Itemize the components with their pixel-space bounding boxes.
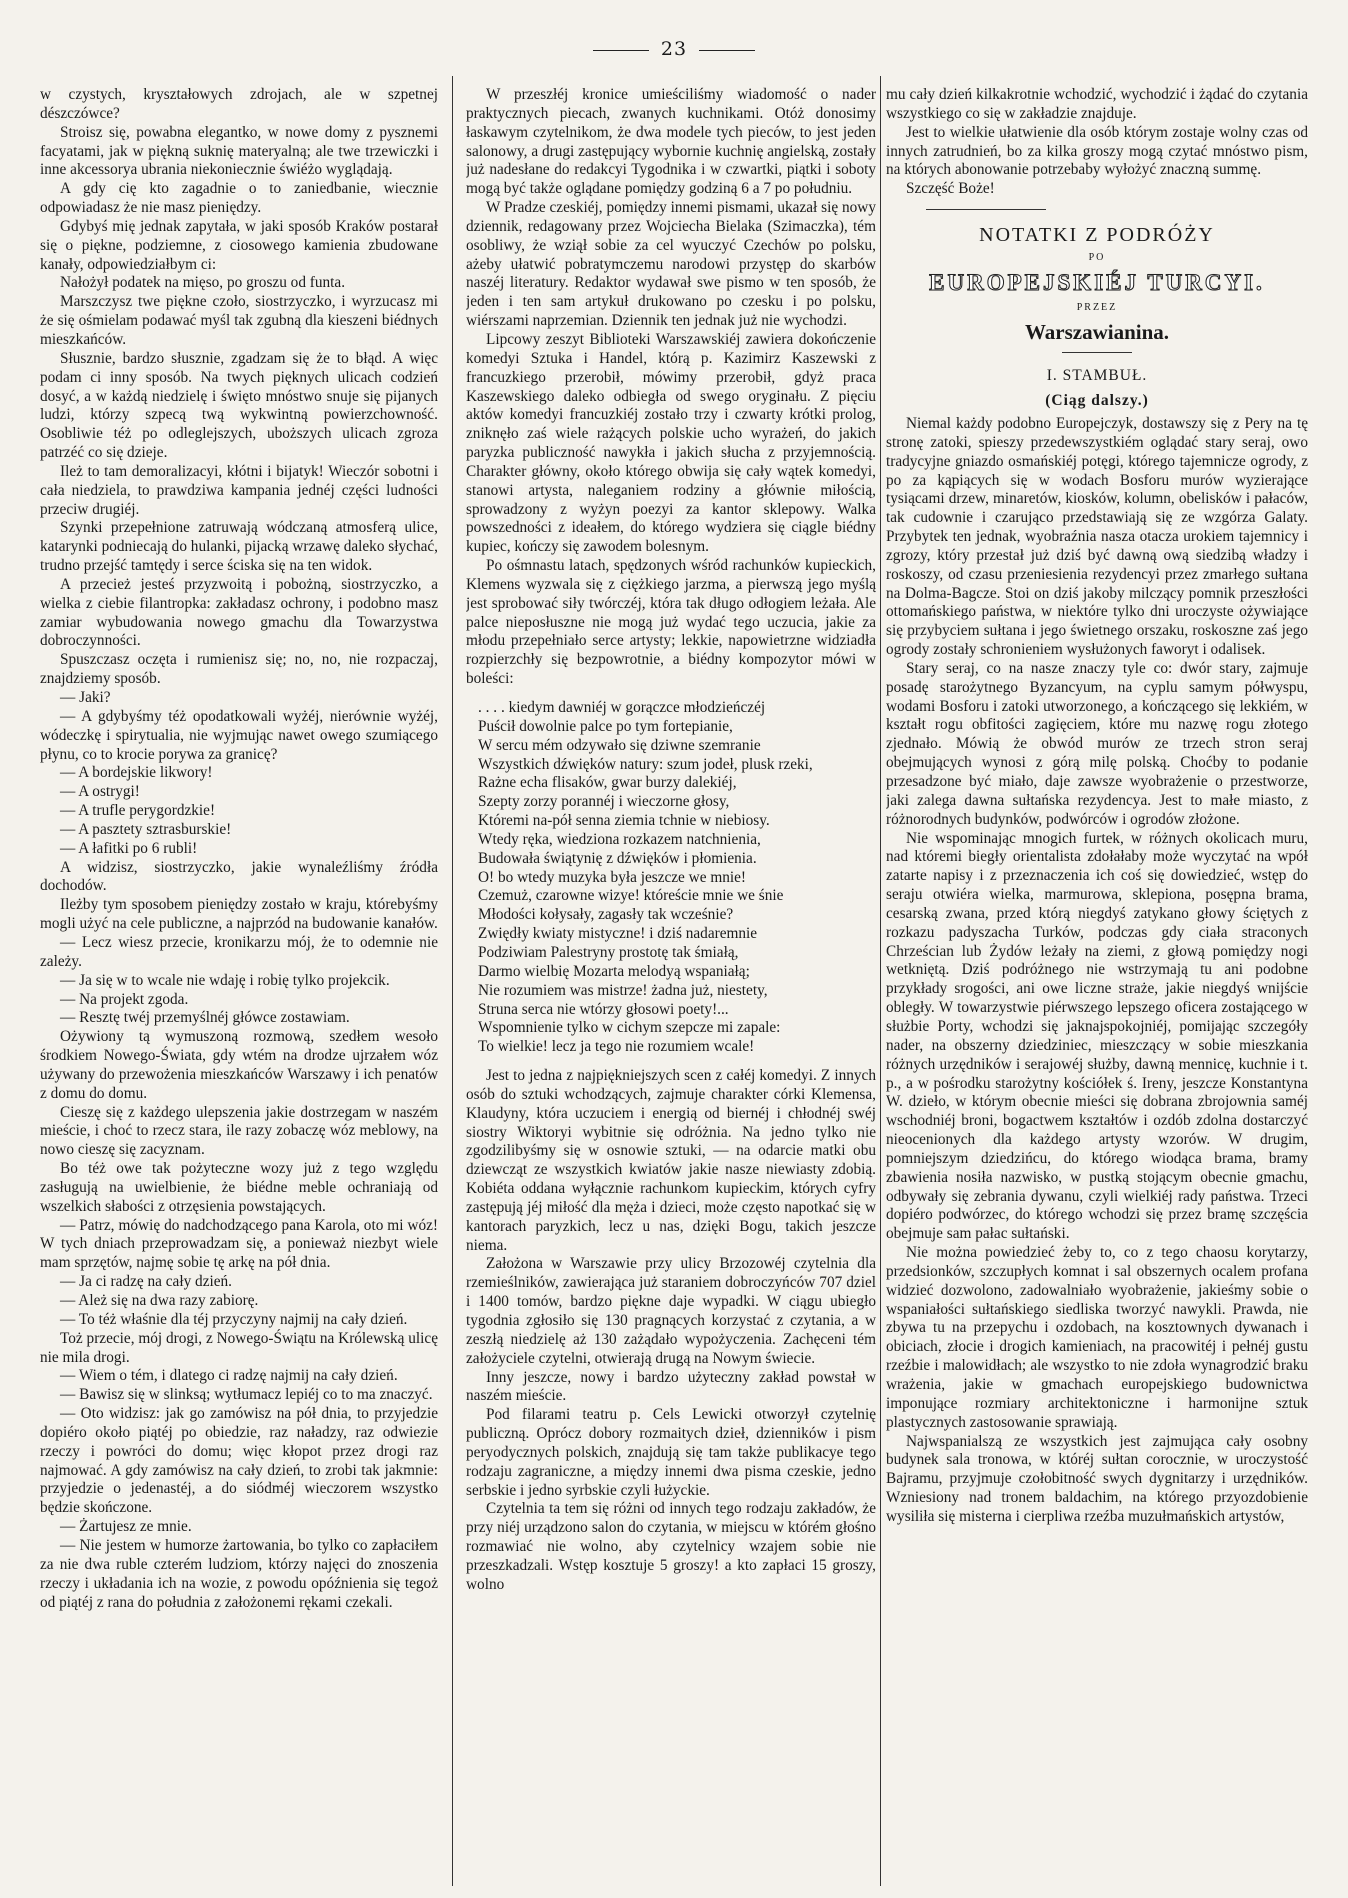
article-title: NOTATKI Z PODRÓŻY [979,224,1215,247]
continuation-note: (Ciąg dalszy.) [1045,392,1149,410]
paragraph: — Żartujesz ze mnie. [60,1518,192,1536]
paragraph: Cieszę się z każdego ulepszenia jakie dostrzegam w naszém mieście, i choć to rzecz stara, ile razy zobaczę wóz meblowy, na nowo cieszę się zacyznam. [40,1103,438,1159]
paragraph: Założona w Warszawie przy ulicy Brzozowéj czytelnia dla rzemieślników, zawierająca już staraniem dobroczyńców 707 dziel i 1400 tomów, bardzo piękne daje wypadki. W ciągu ubiegło tygodnia zgłosiło się 130 pragnących korzystać z czytania, a w zeszłą niedzielę aż 130 zażądało wypożyczenia. Zachęceni tém założyciele czytelni, otwierają drugą na Nowym świecie. [466,1255,876,1367]
poem-line: Któremi na-pół senna ziemia tchnie w niebiosy. [478,812,770,830]
column-divider-1 [452,76,453,1886]
paragraph: — A bordejskie likwory! [60,764,213,782]
paragraph: — Patrz, mówię do nadchodzącego pana Karola, oto mi wóz! W tych dniach przeprowadzam się, a ponieważ niezbyt wiele mam sprzętów, najmę sobie tę arkę na pół dnia. [40,1216,438,1272]
paragraph: Nałożył podatek na mięso, po groszu od funta. [60,274,346,292]
paragraph: Gdybyś mię jednak zapytała, w jaki sposób Kraków postarał się o piękne, podziemne, z ciosowego kamienia zbudowane kanały, odpowiedziałbym ci: [40,217,438,273]
poem-line: Puścił dowolnie palce po tym fortepianie, [478,717,733,735]
poem-line: Podziwiam Palestryny prostotę tak śmiałą, [478,943,739,961]
column-2 [466,86,876,1888]
paragraph: — Lecz wiesz przecie, kronikarzu mój, że to odemnie nie zależy. [40,933,438,970]
poem-line: W sercu mém odzywało się dziwne szemranie [478,736,761,754]
column-1 [40,86,438,1888]
article-body [886,415,1308,1527]
paragraph: — Oto widzisz: jak go zamówisz na pół dnia, to przyjedzie dopiéro około piątéj po obiedzie, raz naładzy, raz odwiezie rzeczy i powróci do domu; więc kłopot przez drogi raz najmować. A gdy zamówisz na cały dzień, to zrobi tak jakmnie: przyjedzie o jedenastéj, a do siódméj wieczorem wszystko będzie skończone. [40,1405,438,1517]
poem-line: Wspomnienie tylko w cichym szepcze mi zapale: [478,1019,781,1037]
poem-line: Struna serca nie wtórzy głosowi poety!... [478,1000,729,1018]
paragraph: — Na projekt zgoda. [60,990,189,1008]
paragraph: A gdy cię kto zagadnie o to zaniedbanie, wiecznie odpowiadasz że nie masz pieniędzy. [40,180,438,217]
paragraph: Ożywiony tą wymuszoną rozmową, szedłem wesoło środkiem Nowego-Świata, gdy wtém na drodze ujrzałem wóz używany do przewożenia mieszkańców Warszawy i ich penatów z domu do domu. [40,1028,438,1102]
paragraph: A przecież jesteś przyzwoitą i pobożną, siostrzyczko, a wielka z ciebie filantropka: zakładasz ochrony, i podobno masz zamiar wybudowania nowego gmachu dla Towarzystwa dobroczynności. [40,575,438,650]
poem-line: Wtedy ręka, wiedziona rozkazem natchnienia, [478,830,761,848]
article-po: PO [1088,251,1106,263]
paragraph: Stroisz się, powabna elegantko, w nowe domy z pysznemi facyatami, jak w piękną suknię materyalną; ale twe trzewiczki i inne akcessorya ubrania niekoniecznie świéżo wyglądają. [40,123,438,179]
paragraph: Czytelnia ta tem się różni od innych tego rodzaju zakładów, że przy niéj urządzono salon do czytania, w miejscu w którém głośno rozmawiać nie wolno, aby czytelnicy wzajem sobie nie przeszkadzali. Wstęp kosztuje 5 groszy! a kto zapłaci 15 groszy, wolno [466,1500,876,1593]
paragraph: — A trufle perygordzkie! [60,802,216,820]
paragraph: W przeszłéj kronice umieściliśmy wiadomość o nader praktycznych piecach, zwanych kuchnikami. Otóż donosimy łaskawym czytelnikom, że dwa modele tych pieców, to jest jeden salonowy, a drugi zastępujący wybornie kuchnię angielską, zostały już nadesłane do redakcyi Tygodnika i w czwartki, piątki i soboty mogą być także oglądane pomiędzy godziną 6 a 7 po południu. [466,86,876,198]
paragraph: — Ja ci radzę na cały dzień. [60,1273,233,1291]
poem-line: Nie rozumiem was mistrze! żadna już, niestety, [478,981,768,999]
paragraph: Ileż to tam demoralizacyi, kłótni i bijatyk! Wieczór sobotni i cała niedziela, to prawdziwa kampania jednéj części ludności przeciw drugiéj. [40,462,438,518]
paragraph: Jest to wielkie ułatwienie dla osób którym zostaje wolny czas od innych zatrudnień, bo za kilka groszy mogą czytać mnóstwo pism, na których abonowanie potrzebaby wyłożyć znaczną summę. [886,123,1308,179]
section-divider [926,209,1046,210]
paragraph: Nie można powiedzieć żeby to, co z tego chaosu korytarzy, przedsionków, szczupłych komnat i sal obszernych ocalem profana widzieć dozwolono, zadowalniało wyobrażenie, jakieśmy sobie o wspaniałości sułtańskiego siedliska tworzyć nawykli. Prawda, nie zbywa tu na przepychu i ozdobach, na kosztownych dywanach i obiciach, złocie i drogich kamieniach, na pracowitéj i pełnéj gustu rzeźbie i malowidłach; ale wszystko to nie zdoła wynagrodzić braku wrażenia, jakie w gmachach europejskiego budownictwa imponujące rozmiary architektoniczne i harmonijne sztuk plastycznych zastosowanie sprawiają. [886,1244,1308,1431]
paragraph: Bo téż owe tak pożyteczne wozy już z tego względu zasługują na uwielbienie, że biédne meble ochraniają od wszelkich słabości z otrzęsienia powstających. [40,1160,438,1215]
poem-line: Darmo wielbię Mozarta melodyą wspaniałą; [478,962,750,980]
poem-line: Młodości kołysały, zagasły tak wcześnie? [478,906,734,924]
page-number-dash-left [593,50,649,51]
paragraph: Marszczysz twe piękne czoło, siostrzyczko, i wyrzucasz mi że się ośmielam podawać myśl tak zgubną dla kieszeni biédnych mieszkańców. [40,293,438,348]
paragraph: Słusznie, bardzo słusznie, zgadzam się że to błąd. A więc podam ci inny sposób. Na twych pięknych ulicach codzień dosyć, a w każdą niedzielę i święto mnóstwo snuje się pijanych ludzi, którzy szpecą twą wykwintną powierzchowność. Osobliwie téż po odleglejszych, uboższych ulicach zgroza patrzéć co się dzieje. [40,349,438,462]
paragraph: Pod filarami teatru p. Cels Lewicki otworzył czytelnię publiczną. Oprócz dobory rozmaitych dzieł, dzienników i pism peryodycznych polskich, znajdują się tam także publikacye tego rodzaju zagraniczne, a między innemi dwa pisma czeskie, jedno serbskie i jedno syrbskie czyli łużyckie. [466,1406,876,1499]
poem-line: Zwiędły kwiaty mistyczne! i dziś nadaremnie [478,925,758,943]
paragraph: — Ja się w to wcale nie wdaję i robię tylko projekcik. [60,971,390,989]
poem-quote [478,699,876,1057]
paragraph: — Ależ się na dwa razy zabiorę. [60,1292,259,1309]
poem-line: O! bo wtedy muzyka była jeszcze we mnie! [478,868,747,886]
paragraph: — To téż właśnie dla téj przyczyny najmij na cały dzień. [60,1310,408,1328]
paragraph: — Nie jestem w humorze żartowania, bo tylko co zapłaciłem za nie dwa ruble czterém ludziom, którzy najęci do znoszenia rzeczy i układania ich na wozie, z powodu opóźnienia się tegoż od piątéj z rana do południa z założonemi rękami czekali. [40,1536,438,1611]
paragraph: Szczęść Boże! [906,180,995,198]
article-przez: PRZEZ [1076,301,1118,313]
paragraph: Stary seraj, co na nasze znaczy tyle co: dwór stary, zajmuje posadę starożytnego Byzancyum, na cyplu samym półwyspu, wodami Bosforu i zatoki utworzonego, a kończącego się lekkiém, w kształt rogu obfitości zagięciem, które mu nazwę rogu złotego zjednało. Mówią że obwód murów ze trzech stron seraj obejmujących wynosi z górą milę polską. Choćby to podanie przesadzone być miało, daje zawsze wyobrażenie o przestworze, jaki zalega dawna sułtańska rezydencya. Jest to małe miasto, z różnorodnych budynków, podwórców i ogrodów złożone. [886,659,1308,828]
section-title: I. STAMBUŁ. [1046,367,1148,385]
paragraph: mu cały dzień kilkakrotnie wchodzić, wychodzić i żądać do czytania wszystkiego co się w zakładzie znajduje. [886,86,1308,122]
paragraph: — Wiem o tém, i dlatego ci radzę najmij na cały dzień. [60,1367,398,1385]
poem-line: Budowała świątynię z dźwięków i płomienia. [478,849,757,867]
paragraph: Jest to jedna z najpiękniejszych scen z całéj komedyi. Z innych osób do sztuki wchodzących, zajmuje charakter córki Klemensa, Klaudyny, która uczuciem i energią od biernéj i chłodnéj swéj siostry Wiktoryi wybitnie się odróżnia. Na jedno tylko nie zgodzilibyśmy się w osnowie sztuki, — na odarcie matki obu dziewcząt ze wszystkich kwiatów jakie nasze niewiasty zdobią. Kobiéta oddana wyłącznie rachunkom kupieckim, których cyfry zastępują jéj miłość dla męża i dzieci, może często napotkać się w kantorach paryzkich, lecz u nas, dzięki Bogu, takich jeszcze niema. [466,1067,876,1254]
chronicle-text-ending [886,86,1308,199]
paragraph: — Resztę twéj przemyślnéj główce zostawiam. [60,1009,350,1027]
paragraph: — Bawisz się w slinksą; wytłumacz lepiéj co to ma znaczyć. [60,1386,433,1404]
paragraph: Szynki przepełnione zatruwają wódczaną atmosferą ulice, katarynki podniecają do hulanki, pijacką wrzawę daleko słychać, trudno przejść tamtędy i serce ściska się na ten widok. [40,519,438,575]
paragraph: Toż przecie, mój drogi, z Nowego-Świątu na Królewską ulicę nie mila drogi. [40,1329,438,1366]
poem-line: Czemuż, czarowne wizye! któreście mnie we śnie [478,887,784,905]
page-number-text: 23 [660,38,688,60]
article-author: Warszawianina. [1024,320,1170,345]
poem-line: . . . . kiedym dawniéj w gorączce młodzieńczéj [478,699,766,716]
paragraph: Ileżby tym sposobem pieniędzy zostało w kraju, którebyśmy mogli użyć na cele publiczne, a najprzód na budowanie kanałów. [40,896,438,933]
paragraph: Lipcowy zeszyt Biblioteki Warszawskiéj zawiera dokończenie komedyi Sztuka i Handel, którą p. Kazimirz Kaszewski z francuzkiego przerobił, mówimy przerobił, gdyż praca Kaszewskiego daleko odbiegła od swego oryginału. Z pięciu aktów komedyi francuzkiéj zostało trzy i czwarty krótki prolog, zniknęło zaś wiele rażących polskie ucho wyrażeń, do jakich paryzka publiczność nawykła i jakich słucha z przyjemnością. Charakter główny, około którego obwija się cały wątek komedyi, stanowi artysta, naleganiem rodziny a głównie miłością, sprowadzony z wyżyn poezyi za kantor sklepowy. Walka powszedności z ideałem, do którego wydziera się ciągle biédny kupiec, kończy się zawodem bolesnym. [466,330,876,556]
paragraph: Po ośmnastu latach, spędzonych wśród rachunków kupieckich, Klemens wyzwala się z ciężkiego jarzma, a pierwszą jego myślą jest sprobować siły twórczéj, która tak długo odłogiem leżała. Ale palce nieposłuszne nie mogą już wydać tego uczucia, jakie za młodu przepełniało serce artysty; lekkie, napowietrzne widziadła rozpierzchły się bezpowrotnie, a biédny kompozytor mówi w boleści: [466,557,876,688]
paragraph: — Jaki? [60,689,111,706]
column-divider-2 [880,76,881,1886]
poem-line: Wszystkich dźwięków natury: szum jodeł, plusk rzeki, [478,755,813,773]
paragraph: — A ostrygi! [60,783,140,801]
column-3 [886,86,1308,1888]
paragraph: Najwspanialszą ze wszystkich jest zajmująca cały osobny budynek sala tronowa, w któréj sułtan corocznie, w uroczystość Bajramu, przyjmuje czołobitność swych dygnitarzy i urzędników. Wzniesiony nad tronem baldachim, na którego przyozdobienie wysiliła się misterna i cierpliwa rzeźba muzułmańskich artystów, [886,1432,1308,1525]
paragraph: Nie wspominając mnogich furtek, w różnych okolicach muru, nad któremi biegły orientalista zdołałaby może wyczytać na wpół zatarte napisy i z przeznaczenia ich coś się dowiedzieć, wstęp do seraju otwiéra wielka, marmurowa, sklepiona, posępna brama, cesarską zwana, przed którą niegdyś zatykano głowy ściętych z rozkazu padyszacha Turków, podczas gdy ciała straconych Chrześcian lub Żydów leżały na ziemi, z głową pomiędzy nogi wetkniętą. Dziś podróżnego nie wstrzymają tu ani podobne przykłady srogości, ani owe liczne straże, jakie niegdyś wnijście obległy. W towarzystwie piérwszego lepszego oficera zostającego w służbie Porty, wchodzi się jaknajspokojniéj, pomijając szczegóły nader, na obszerny dziedziniec, mieszczący w sobie mieszkania różnych urzędników i serajowéj służby, dawną mennicę, kuchnie i t. p., a w pośrodku starożytny kościółek ś. Ireny, jeszcze Konstantyna W. dzieło, w którym obecnie mieści się dobrana zbrojownia saméj wschodniéj broni, bogactwem kształtów i ozdób zdolna dostarczyć nieocenionych dla każdego artysty wzorów. W drugim, pomniejszym dziedzińcu, do którego wiodąca brama, bramy zbawienia nosiła nazwisko, w pustką stojącym obecnie gmachu, odbywały się zebrania dywanu, czyli wielkiéj rady państwa. Trzeci dopiéro podwórzec, do którego wchodzi się przez bramę szczęścia obejmuje sam pałac sułtański. [886,829,1308,1243]
chronicle-text-part2 [466,86,876,689]
paragraph: A widzisz, siostrzyczko, jakie wynaleźliśmy źródła dochodów. [40,858,438,895]
header-rule [1062,352,1132,353]
paragraph: Niemal każdy podobno Europejczyk, dostawszy się z Pery na tę stronę zatoki, spieszy przedewszystkiém oglądać stary seraj, owo tradycyjne gniazdo osmańskiéj potęgi, którego tajemnicze ogrody, z po za kąpiących się w wodach Bosforu murów wyzierające tysiącami drzew, minaretów, kiosków, kolumn, obelisków i pałaców, tak cudownie i czarująco przedstawiają się ze wzgórza Galaty. Przybytek ten jednak, wyobraźnia nasza otacza urokiem tajemnicy i zgrozy, który przestał już dziś być dawną ową siedzibą władzy i roskoszy, od czasu przeniesienia rezydencyi przez zmarłego sułtana na Dolma-Bagcze. Stoi on dziś jakoby milczący pomnik przeszłości ottomańskiego państwa, w niektóre tylko dni uroczyste ożywiające się przybyciem sułtana i jego świetnego orszaku, roskoszne zaś jego ogrody zostały schronieniem wysłużonych faworyt i odalisek. [886,414,1308,659]
paragraph: W Pradze czeskiéj, pomiędzy innemi pismami, ukazał się nowy dziennik, redagowany przez Wojciecha Bielaka (Szimaczka), tém osobliwy, że wziął sobie za cel wyuczyć Czechów po polsku, ażeby ułatwić pobratymczemu narodowi przystęp do skarbów naszéj literatury. Redaktor wydawał swe pismo w ten sposób, że jeden i ten sam artykuł drukowano po czesku i po polsku, wiérszami naprzemian. Dziennik ten jednak już nie wychodzi. [466,199,876,330]
article-header [886,226,1308,411]
paragraph: Inny jeszcze, nowy i bardzo użyteczny zakład powstał w naszém mieście. [466,1368,876,1405]
chronicle-text-part1 [40,86,438,1612]
paragraph: w czystych, kryształowych zdrojach, ale w szpetnej dészczówce? [40,86,438,122]
page-number [0,38,1348,60]
paragraph: — A pasztety sztrasburskie! [60,820,232,838]
paragraph: — A gdybyśmy téż opodatkowali wyżéj, nierównie wyżéj, wódeczkę i spirytualia, nie wyjmując nawet owego szumiącego płynu, co to krocie porywa za granicę? [40,707,438,763]
chronicle-text-part3 [466,1067,876,1595]
poem-line: Rażne echa flisaków, gwar burzy dalekiéj, [478,774,737,792]
page-number-dash-right [699,50,755,51]
article-subtitle: EUROPEJSKIÉJ TURCYI. [929,269,1265,295]
paragraph: — A łafitki po 6 rubli! [60,839,198,857]
paragraph: Spuszczasz oczęta i rumienisz się; no, no, nie rozpaczaj, znajdziemy sposób. [40,651,438,688]
poem-line: Szepty zorzy porannéj i wieczorne głosy, [478,793,730,811]
poem-line: To wielkie! lecz ja tego nie rozumiem wcale! [478,1038,755,1056]
